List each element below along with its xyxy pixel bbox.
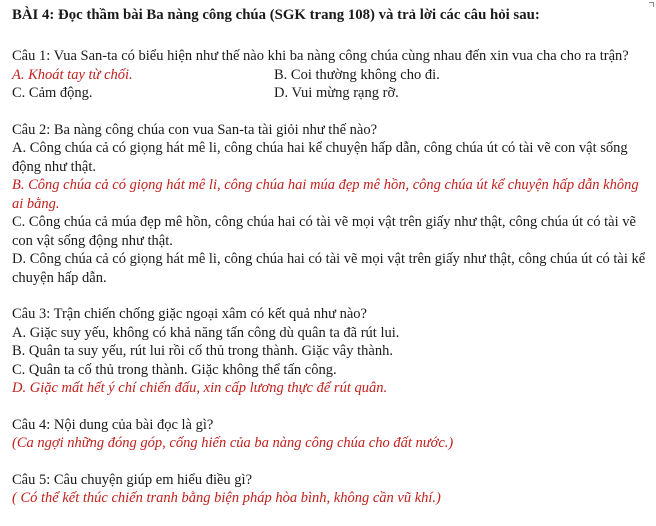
question-1-option-c: C. Cảm động.: [12, 85, 93, 101]
question-2-option-d: D. Công chúa cả có giọng hát mê li, công chúa hai có tài vẽ mọi vật trên giấy như thật, công chúa út có tài kể chuyện hấp dẫn.: [12, 251, 646, 286]
question-3-option-c: C. Quân ta cố thủ trong thành. Giặc không thể tấn công.: [12, 361, 337, 378]
question-3-option-d: D. Giặc mất hết ý chí chiến đấu, xin cấp lương thực để rút quân.: [12, 380, 388, 396]
question-5-answer: ( Có thể kết thúc chiến tranh bằng biện pháp hòa bình, không cần vũ khí.): [12, 490, 441, 506]
question-1-option-a: A. Khoát tay từ chối.: [12, 66, 133, 83]
exercise-title: BÀI 4: Đọc thầm bài Ba nàng công chúa (SGK trang 108) và trả lời các câu hỏi sau:: [12, 7, 540, 23]
question-1-option-d: D. Vui mừng rạng rỡ.: [274, 85, 399, 101]
question-4: Câu 4: Nội dung của bài đọc là gì?: [12, 416, 214, 433]
question-2: Câu 2: Ba nàng công chúa con vua San-ta tài giỏi như thế nào?: [12, 121, 378, 138]
question-3-option-a: A. Giặc suy yếu, không có khả năng tấn công dù quân ta đã rút lui.: [12, 324, 400, 341]
question-2-option-a: A. Công chúa cả có giọng hát mê li, công chúa hai kể chuyện hấp dẫn, công chúa út có tài vẽ con vật sống động như thật.: [12, 140, 628, 175]
question-1-options-row-2: [12, 84, 652, 103]
question-4-answer: (Ca ngợi những đóng góp, cống hiến của ba nàng công chúa cho đất nước.): [12, 435, 454, 451]
question-1-options-row-1: [12, 66, 652, 85]
question-2-option-b: B. Công chúa cả có giọng hát mê li, công chúa hai múa đẹp mê hồn, công chúa út kể chuyện hấp dẫn không ai bằng.: [12, 177, 639, 212]
worksheet: [12, 6, 652, 508]
question-3: Câu 3: Trận chiến chống giặc ngoại xâm có kết quả như nào?: [12, 306, 367, 322]
question-3-option-b: B. Quân ta suy yếu, rút lui rồi cố thủ trong thành. Giặc vây thành.: [12, 343, 393, 359]
question-5: Câu 5: Câu chuyện giúp em hiểu điều gì?: [12, 471, 253, 488]
question-2-option-c: C. Công chúa cả múa đẹp mê hồn, công chúa hai có tài vẽ mọi vật trên giấy như thật, công chúa út có tài vẽ con vật sống động như thật.: [12, 214, 636, 249]
question-1: Câu 1: Vua San-ta có biểu hiện như thế nào khi ba nàng công chúa cùng nhau đến xin vua cha cho ra trận?: [12, 48, 629, 64]
question-1-option-b: B. Coi thường không cho đi.: [274, 66, 440, 83]
